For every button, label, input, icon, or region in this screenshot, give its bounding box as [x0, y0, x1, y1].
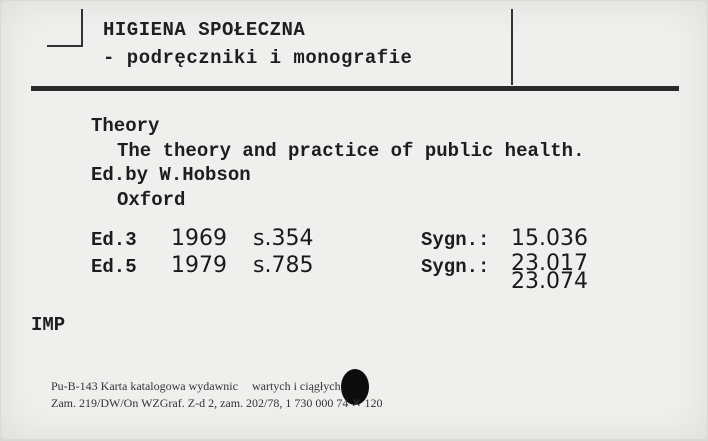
edition-label: Ed.5 [91, 256, 137, 278]
footer-line-2: Zam. 219/DW/On WZGraf. Z-d 2, zam. 202/78, 1 730 000 74 ✕ 120 [51, 396, 383, 410]
edition-year: 1969 [171, 226, 227, 251]
entry-title: The theory and practice of public health. [117, 140, 585, 162]
signature-number: 23.074 [511, 269, 588, 294]
subject-subheading: - podręczniki i monografie [103, 47, 413, 69]
edition-year: 1979 [171, 253, 227, 278]
header-rule [31, 86, 679, 91]
imp-stamp: IMP [31, 314, 66, 336]
edition-label: Ed.3 [91, 229, 137, 251]
entry-editor: Ed.by W.Hobson [91, 164, 251, 186]
signature-number: 15.036 [511, 226, 588, 251]
signature-number: 23.017 [511, 251, 588, 276]
entry-category: Theory [91, 115, 160, 137]
signature-label: Sygn.: [421, 256, 490, 278]
footer-text: wartych i ciągłych. [251, 379, 344, 393]
footer-line-1 [51, 379, 344, 394]
signature-label: Sygn.: [421, 229, 490, 251]
edition-pages: s.785 [253, 253, 314, 278]
catalog-card [1, 1, 707, 439]
subject-heading: HIGIENA SPOŁECZNA [103, 19, 306, 41]
edition-pages: s.354 [253, 226, 314, 251]
header-divider [511, 9, 513, 85]
entry-place: Oxford [117, 189, 186, 211]
corner-box-mark [47, 9, 83, 47]
footer-text: Pu-B-143 Karta katalogowa wydawnic [51, 379, 238, 393]
